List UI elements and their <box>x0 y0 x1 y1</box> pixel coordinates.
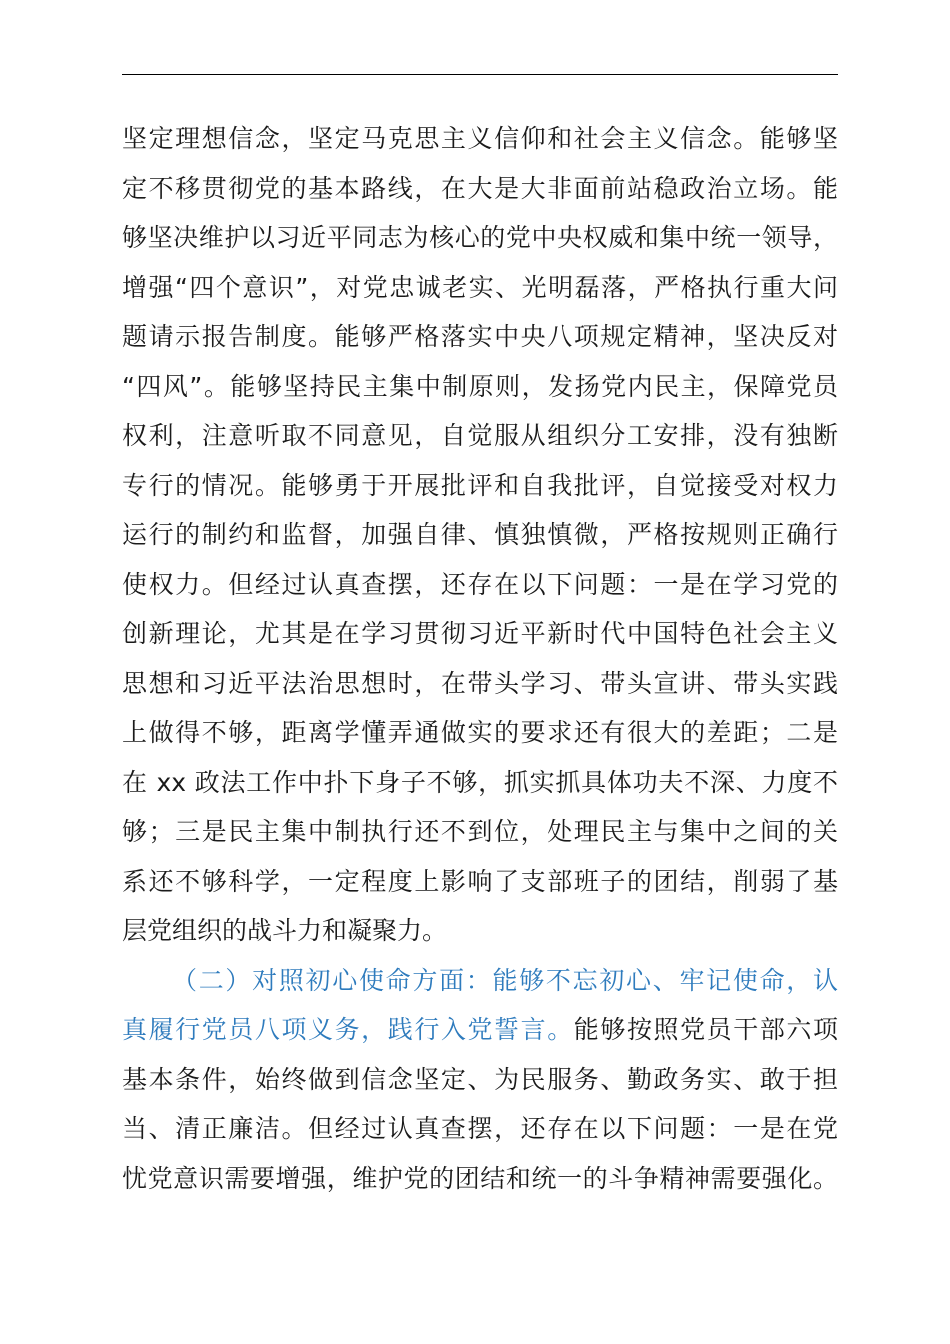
paragraph-original-mission <box>0 956 950 1204</box>
text-line: 题请示报告制度。能够严格落实中央八项规定精神，坚决反对 <box>122 322 838 351</box>
text-line: “四风”。能够坚持民主集中制原则，发扬党内民主，保障党员 <box>122 371 838 401</box>
text-line: 专行的情况。能够勇于开展批评和自我批评，自觉接受对权力 <box>122 470 838 500</box>
text-line: 当、清正廉洁。但经过认真查摆，还存在以下问题：一是在党 <box>122 1114 838 1143</box>
text-line <box>122 1005 838 1055</box>
section-heading-continuation: 真履行党员八项义务，践行入党誓言。 <box>122 1015 574 1044</box>
text-line: 坚定理想信念，坚定马克思主义信仰和社会主义信念。能够坚 <box>122 124 838 153</box>
text-line: 创新理论，尤其是在学习贯彻习近平新时代中国特色社会主义 <box>122 619 838 648</box>
text-line: 系还不够科学，一定程度上影响了支部班子的团结，削弱了基 <box>122 866 838 896</box>
header-rule <box>122 74 838 75</box>
document-body <box>0 114 950 1203</box>
text-line: 运行的制约和监督，加强自律、慎独慎微，严格按规则正确行 <box>122 520 838 549</box>
text-line: 在 xx 政法工作中扑下身子不够，抓实抓具体功夫不深、力度不 <box>122 767 838 797</box>
text-line: 权利，注意听取不同意见，自觉服从组织分工安排，没有独断 <box>122 421 838 450</box>
text-line: 增强“四个意识”，对党忠诚老实、光明磊落，严格执行重大问 <box>122 272 838 302</box>
section-heading-line: （二）对照初心使命方面：能够不忘初心、牢记使命，认 <box>172 965 838 995</box>
text-line: 够；三是民主集中制执行还不到位，处理民主与集中之间的关 <box>122 817 838 846</box>
text-run: 能够按照党员干部六项 <box>573 1015 838 1044</box>
text-line: 忧党意识需要增强，维护党的团结和统一的斗争精神需要强化。 <box>122 1163 838 1193</box>
paragraph-political-stance <box>0 114 950 956</box>
text-line: 层党组织的战斗力和凝聚力。 <box>122 916 448 945</box>
text-line: 上做得不够，距离学懂弄通做实的要求还有很大的差距；二是 <box>122 718 838 747</box>
text-line: 使权力。但经过认真查摆，还存在以下问题：一是在学习党的 <box>122 569 838 599</box>
text-line: 够坚决维护以习近平同志为核心的党中央权威和集中统一领导， <box>122 223 838 252</box>
text-line: 思想和习近平法治思想时，在带头学习、带头宣讲、带头实践 <box>122 668 838 698</box>
text-line: 基本条件，始终做到信念坚定、为民服务、勤政务实、敢于担 <box>122 1064 838 1094</box>
text-line: 定不移贯彻党的基本路线，在大是大非面前站稳政治立场。能 <box>122 173 838 203</box>
